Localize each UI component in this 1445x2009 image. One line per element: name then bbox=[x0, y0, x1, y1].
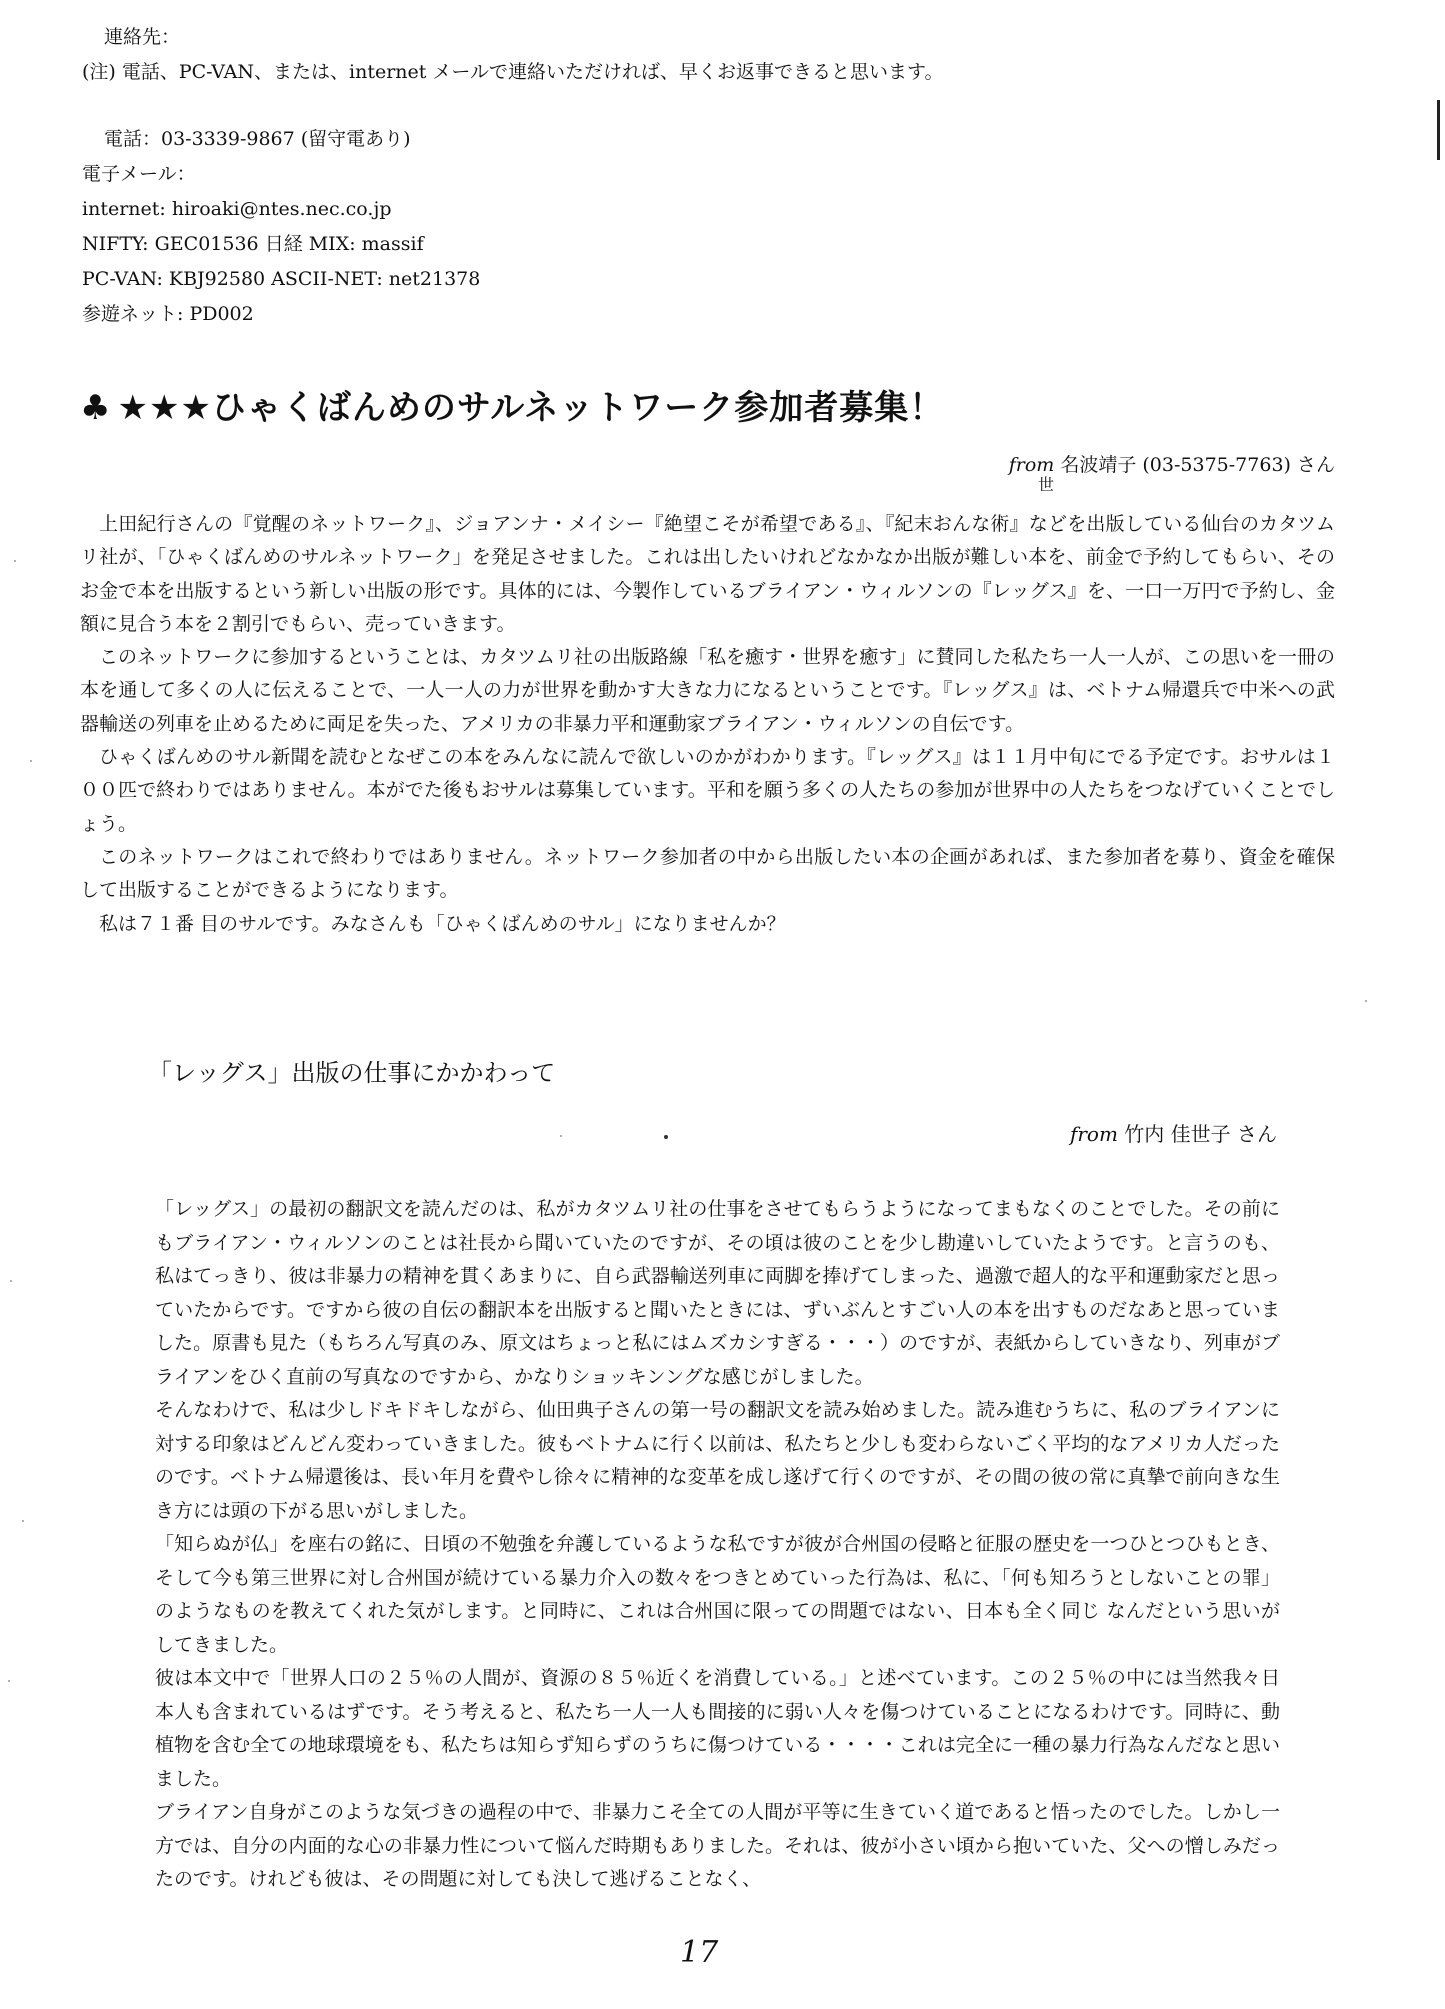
article1-body bbox=[80, 508, 1335, 941]
handwritten-correction: 世 bbox=[1038, 475, 1055, 494]
article2-body bbox=[155, 1193, 1280, 1897]
contact-note: (注) 電話、PC-VAN、または、internet メールで連絡いただければ、早くお返事できると思います。 bbox=[82, 61, 944, 83]
contact-sanyu: 参遊ネット: PD002 bbox=[82, 303, 254, 325]
contact-label: 連絡先： bbox=[104, 26, 181, 48]
article2-paragraph: 「レッグス」の最初の翻訳文を読んだのは、私がカタツムリ社の仕事をさせてもらうようになってまもなくのことでした。その前にもブライアン・ウィルソンのことは社長から聞いていたのですが、その頃は彼のことを少し勘違いしていたようです。と言うのも、私はてっきり、彼は非暴力の精神を貫くあまりに、自ら武器輸送列車に両脚を捧げてしまった、過激で超人的な平和運動家だと思っていたからです。ですから彼の自伝の翻訳本を出版すると聞いたときには、ずいぶんとすごい人の本を出すものだなあと思っていました。原書も見た（もちろん写真のみ、原文はちょっと私にはムズカシすぎる・・・）のですが、表紙からしていきなり、列車がブライアンをひく直前の写真なのですから、かなりショッキンングな感じがしました。 bbox=[155, 1198, 1280, 1388]
article1-byline bbox=[1009, 450, 1335, 477]
contact-phone: 電話：03-3339-9867 (留守電あり) bbox=[104, 128, 411, 150]
article2-byline bbox=[1070, 1118, 1277, 1147]
article1-heading-text: ★★★ひゃくばんめのサルネットワーク参加者募集！ bbox=[117, 388, 945, 428]
article2-author: 竹内 佳世子 さん bbox=[1124, 1122, 1277, 1146]
article1-paragraph: 上田紀行さんの『覚醒のネットワーク』、ジョアンナ・メイシー『絶望こそが希望である』、『紀末おんな術』などを出版している仙台のカタツムリ社が、「ひゃくばんめのサルネットワーク」を発足させました。これは出したいけれどなかなか出版が難しい本を、前金で予約してもらい、そのお金で本を出版するという新しい出版の形です。具体的には、今製作しているブライアン・ウィルソンの『レッグス』を、一口一万円で予約し、金額に見合う本を２割引でもらい、売っていきます。 bbox=[80, 513, 1335, 635]
article2-title: 「レッグス」出版の仕事にかかわって bbox=[148, 1059, 556, 1087]
article1-paragraph: このネットワークに参加するということは、カタツムリ社の出版路線「私を癒す・世界を癒す」に賛同した私たち一人一人が、この思いを一冊の本を通して多くの人に伝えることで、一人一人の力が世界を動かす大きな力になるということです。『レッグス』は、ベトナム帰還兵で中米への武器輸送の列車を止めるために両足を失った、アメリカの非暴力平和運動家ブライアン・ウィルソンの自伝です。 bbox=[80, 646, 1335, 735]
contact-email-label: 電子メール： bbox=[82, 163, 196, 185]
article2-paragraph: そんなわけで、私は少しドキドキしながら、仙田典子さんの第一号の翻訳文を読み始めました。読み進むうちに、私のブライアンに対する印象はどんどん変わっていきました。彼もベトナムに行く以前は、私たちと少しも変わらないごく平均的なアメリカ人だったのです。ベトナム帰還後は、長い年月を費やし徐々に精神的な変革を成し遂げて行くのですが、その間の彼の常に真摯で前向きな生き方には頭の下がる思いがしました。 bbox=[155, 1399, 1280, 1522]
from-label: from bbox=[1069, 1122, 1118, 1146]
page-number: 17 bbox=[680, 1935, 719, 1970]
article2-paragraph: 「知らぬが仏」を座右の銘に、日頃の不勉強を弁護しているような私ですが彼が合州国の侵略と征服の歴史を一つひとつひもとき、そして今も第三世界に対し合州国が続けている暴力介入の数々をつきとめていった行為は、私に、「何も知ろうとしないことの罪」のようなものを教えてくれた気がします。と同時に、これは合州国に限っての問題ではない、日本も全く同じ なんだという思いがしてきました。 bbox=[155, 1533, 1280, 1656]
contact-nifty: NIFTY: GEC01536 日経 MIX: massif bbox=[82, 233, 424, 255]
article1-paragraph: 私は７１番 目のサルです。みなさんも「ひゃくばんめのサル」になりませんか？ bbox=[99, 912, 786, 935]
article1-author: 名波靖子 (03-5375-7763) さん bbox=[1060, 454, 1335, 476]
club-icon: ♣ bbox=[80, 388, 112, 428]
article2-paragraph: ブライアン自身がこのような気づきの過程の中で、非暴力こそ全ての人間が平等に生きていく道であると悟ったのでした。しかし一方では、自分の内面的な心の非暴力性について悩んだ時期もありました。それは、彼が小さい頃から抱いていた、父への憎しみだったのです。けれども彼は、その問題に対しても決して逃げることなく、 bbox=[155, 1801, 1280, 1890]
contact-block bbox=[82, 20, 1342, 332]
scan-speck bbox=[664, 1135, 668, 1139]
article1-paragraph: このネットワークはこれで終わりではありません。ネットワーク参加者の中から出版したい本の企画があれば、また参加者を募り、資金を確保して出版することができるようになります。 bbox=[80, 845, 1335, 902]
contact-pcvan: PC-VAN: KBJ92580 ASCII-NET: net21378 bbox=[82, 268, 481, 290]
from-label: from bbox=[1008, 454, 1055, 476]
scan-edge-mark bbox=[1437, 100, 1440, 160]
article1-heading bbox=[80, 380, 944, 429]
contact-internet: internet: hiroaki@ntes.nec.co.jp bbox=[82, 198, 392, 220]
article1-paragraph: ひゃくばんめのサル新聞を読むとなぜこの本をみんなに読んで欲しいのかがわかります。『レッグス』は１１月中旬にでる予定です。おサルは１００匹で終わりではありません。本がでた後もおサルは募集しています。平和を願う多くの人たちの参加が世界中の人たちをつなげていくことでしょう。 bbox=[80, 746, 1335, 835]
article2-paragraph: 彼は本文中で「世界人口の２５％の人間が、資源の８５％近くを消費している。」と述べています。この２５％の中には当然我々日本人も含まれているはずです。そう考えると、私たち一人一人も間接的に弱い人々を傷つけていることになるわけです。同時に、動植物を含む全ての地球環境をも、私たちは知らず知らずのうちに傷つけている・・・・これは完全に一種の暴力行為なんだなと思いました。 bbox=[155, 1667, 1280, 1790]
